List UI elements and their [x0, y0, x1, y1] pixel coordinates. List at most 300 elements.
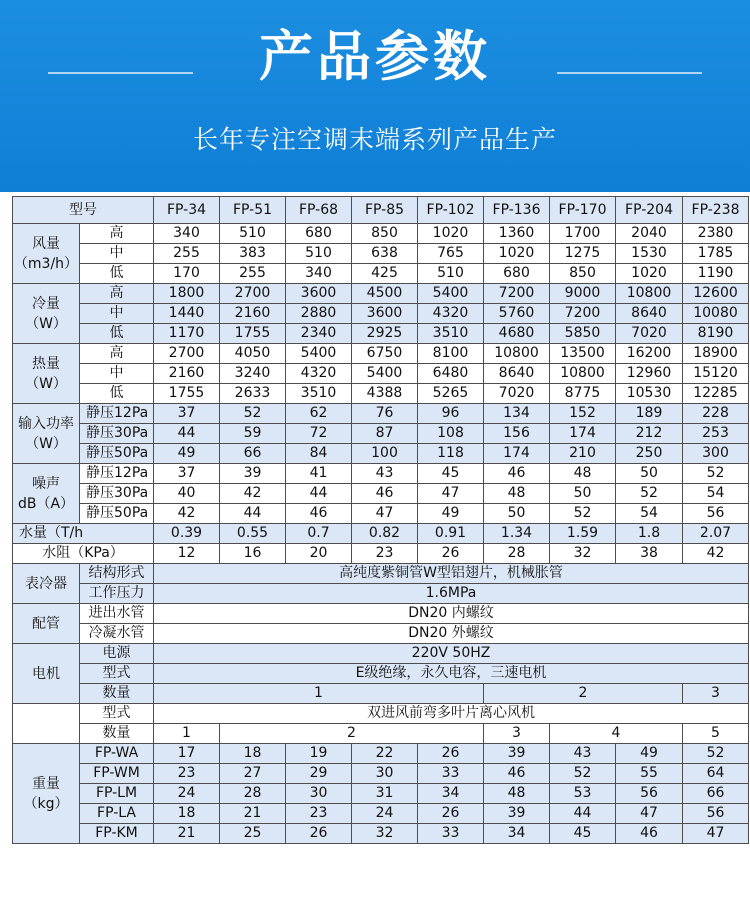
fan-group-label — [13, 704, 80, 744]
label-line: 重量 — [32, 775, 60, 792]
heating-value: 12285 — [683, 384, 749, 404]
cooling-value: 2880 — [286, 304, 352, 324]
heating-value: 6480 — [418, 364, 484, 384]
airflow-value: 1020 — [418, 224, 484, 244]
power-value: 250 — [616, 444, 683, 464]
weight-value: 53 — [550, 784, 616, 804]
airflow-value: 1785 — [683, 244, 749, 264]
table-row — [13, 684, 749, 704]
table-row — [13, 484, 749, 504]
heating-value: 2160 — [154, 364, 220, 384]
header-model: FP-136 — [484, 197, 550, 224]
power-value: 96 — [418, 404, 484, 424]
heating-value: 5400 — [286, 344, 352, 364]
label-line: 输入功率 — [18, 415, 74, 432]
power-value: 72 — [286, 424, 352, 444]
header-model: FP-51 — [220, 197, 286, 224]
noise-value: 47 — [352, 504, 418, 524]
motor-qty-label: 数量 — [80, 684, 154, 704]
airflow-value: 1275 — [550, 244, 616, 264]
table-row — [13, 344, 749, 364]
power-value: 300 — [683, 444, 749, 464]
water-flow-value: 0.91 — [418, 524, 484, 544]
table-row — [13, 804, 749, 824]
weight-value: 48 — [484, 784, 550, 804]
heating-value: 12960 — [616, 364, 683, 384]
power-value: 62 — [286, 404, 352, 424]
table-row — [13, 244, 749, 264]
table-row — [13, 284, 749, 304]
heating-value: 8100 — [418, 344, 484, 364]
table-row — [13, 784, 749, 804]
water-resistance-value: 32 — [550, 544, 616, 564]
cooling-value: 4680 — [484, 324, 550, 344]
airflow-value: 1190 — [683, 264, 749, 284]
label-line: dB（A） — [17, 495, 75, 512]
water-resistance-value: 16 — [220, 544, 286, 564]
weight-value: 21 — [154, 824, 220, 844]
power-sub-label: 静压30Pa — [80, 424, 154, 444]
noise-value: 40 — [154, 484, 220, 504]
piping-drain-value: DN20 外螺纹 — [154, 624, 749, 644]
power-value: 253 — [683, 424, 749, 444]
water-flow-value: 1.59 — [550, 524, 616, 544]
noise-value: 43 — [352, 464, 418, 484]
weight-value: 39 — [484, 804, 550, 824]
cooling-value: 3600 — [286, 284, 352, 304]
airflow-sub-label: 低 — [80, 264, 154, 284]
cooling-value: 7020 — [616, 324, 683, 344]
power-value: 52 — [220, 404, 286, 424]
table-row — [13, 604, 749, 624]
weight-value: 49 — [616, 744, 683, 764]
heating-value: 2700 — [154, 344, 220, 364]
power-value: 49 — [154, 444, 220, 464]
fan-qty-value: 2 — [220, 724, 484, 744]
coil-pressure-value: 1.6MPa — [154, 584, 749, 604]
cooling-value: 2700 — [220, 284, 286, 304]
coil-group-label: 表冷器 — [13, 564, 80, 604]
power-value: 210 — [550, 444, 616, 464]
weight-sub-label: FP-WM — [80, 764, 154, 784]
header-model: FP-102 — [418, 197, 484, 224]
water-resistance-value: 26 — [418, 544, 484, 564]
weight-value: 31 — [352, 784, 418, 804]
power-value: 134 — [484, 404, 550, 424]
table-row — [13, 544, 749, 564]
cooling-value: 1800 — [154, 284, 220, 304]
table-row — [13, 584, 749, 604]
weight-value: 45 — [550, 824, 616, 844]
power-value: 59 — [220, 424, 286, 444]
power-value: 100 — [352, 444, 418, 464]
table-row — [13, 324, 749, 344]
airflow-value: 383 — [220, 244, 286, 264]
heating-value: 15120 — [683, 364, 749, 384]
power-value: 152 — [550, 404, 616, 424]
power-value: 66 — [220, 444, 286, 464]
piping-drain-label: 冷凝水管 — [80, 624, 154, 644]
fan-qty-label: 数量 — [80, 724, 154, 744]
airflow-value: 2040 — [616, 224, 683, 244]
weight-value: 32 — [352, 824, 418, 844]
cooling-value: 10800 — [616, 284, 683, 304]
coil-structure-label: 结构形式 — [80, 564, 154, 584]
airflow-value: 680 — [484, 264, 550, 284]
weight-value: 55 — [616, 764, 683, 784]
table-row — [13, 824, 749, 844]
airflow-value: 850 — [550, 264, 616, 284]
power-value: 44 — [154, 424, 220, 444]
label-line: （W） — [25, 375, 67, 392]
table-row — [13, 264, 749, 284]
noise-value: 52 — [550, 504, 616, 524]
noise-sub-label: 静压30Pa — [80, 484, 154, 504]
header-model-label: 型号 — [13, 197, 154, 224]
weight-value: 46 — [484, 764, 550, 784]
coil-pressure-label: 工作压力 — [80, 584, 154, 604]
piping-inlet-label: 进出水管 — [80, 604, 154, 624]
page-header — [0, 0, 750, 192]
fan-qty-value: 5 — [683, 724, 749, 744]
piping-group-label: 配管 — [13, 604, 80, 644]
piping-inlet-value: DN20 内螺纹 — [154, 604, 749, 624]
motor-type-label: 型式 — [80, 664, 154, 684]
label-line: （W） — [25, 315, 67, 332]
water-flow-label: 水量（T/h — [13, 524, 154, 544]
airflow-value: 765 — [418, 244, 484, 264]
water-flow-value: 2.07 — [683, 524, 749, 544]
cooling-sub-label: 高 — [80, 284, 154, 304]
cooling-sub-label: 中 — [80, 304, 154, 324]
power-value: 174 — [550, 424, 616, 444]
heating-value: 4050 — [220, 344, 286, 364]
water-flow-value: 1.8 — [616, 524, 683, 544]
heating-value: 4320 — [286, 364, 352, 384]
heating-value: 8775 — [550, 384, 616, 404]
weight-value: 22 — [352, 744, 418, 764]
header-model: FP-204 — [616, 197, 683, 224]
title-divider-right — [557, 72, 702, 74]
cooling-value: 10080 — [683, 304, 749, 324]
weight-value: 66 — [683, 784, 749, 804]
water-flow-value: 0.82 — [352, 524, 418, 544]
weight-value: 33 — [418, 824, 484, 844]
noise-group-label — [13, 464, 80, 524]
weight-value: 29 — [286, 764, 352, 784]
table-row — [13, 464, 749, 484]
weight-sub-label: FP-LA — [80, 804, 154, 824]
cooling-value: 8190 — [683, 324, 749, 344]
spec-table — [12, 196, 749, 844]
weight-value: 33 — [418, 764, 484, 784]
weight-value: 34 — [418, 784, 484, 804]
table-row — [13, 744, 749, 764]
weight-sub-label: FP-KM — [80, 824, 154, 844]
heating-value: 8640 — [484, 364, 550, 384]
power-value: 37 — [154, 404, 220, 424]
heating-value: 3240 — [220, 364, 286, 384]
table-row — [13, 504, 749, 524]
fan-qty-value: 4 — [550, 724, 683, 744]
fan-qty-value: 1 — [154, 724, 220, 744]
table-row — [13, 224, 749, 244]
cooling-value: 7200 — [550, 304, 616, 324]
water-resistance-value: 23 — [352, 544, 418, 564]
table-row — [13, 644, 749, 664]
noise-value: 37 — [154, 464, 220, 484]
airflow-group-label — [13, 224, 80, 284]
weight-value: 17 — [154, 744, 220, 764]
motor-power-value: 220V 50HZ — [154, 644, 749, 664]
noise-value: 41 — [286, 464, 352, 484]
airflow-value: 510 — [418, 264, 484, 284]
heating-value: 5400 — [352, 364, 418, 384]
weight-value: 24 — [352, 804, 418, 824]
weight-value: 47 — [616, 804, 683, 824]
noise-value: 56 — [683, 504, 749, 524]
fan-type-label: 型式 — [80, 704, 154, 724]
heating-value: 5265 — [418, 384, 484, 404]
page-subtitle: 长年专注空调末端系列产品生产 — [192, 125, 557, 154]
table-row — [13, 524, 749, 544]
power-value: 212 — [616, 424, 683, 444]
cooling-value: 4500 — [352, 284, 418, 304]
cooling-value: 5400 — [418, 284, 484, 304]
weight-value: 24 — [154, 784, 220, 804]
cooling-value: 5760 — [484, 304, 550, 324]
heating-sub-label: 低 — [80, 384, 154, 404]
power-value: 228 — [683, 404, 749, 424]
weight-sub-label: FP-WA — [80, 744, 154, 764]
weight-value: 46 — [616, 824, 683, 844]
noise-sub-label: 静压12Pa — [80, 464, 154, 484]
airflow-value: 255 — [154, 244, 220, 264]
weight-value: 26 — [418, 804, 484, 824]
airflow-value: 638 — [352, 244, 418, 264]
label-line: 热量 — [32, 355, 60, 372]
noise-value: 54 — [616, 504, 683, 524]
motor-group-label: 电机 — [13, 644, 80, 704]
table-row — [13, 304, 749, 324]
airflow-value: 1020 — [616, 264, 683, 284]
airflow-sub-label: 中 — [80, 244, 154, 264]
heating-value: 10800 — [550, 364, 616, 384]
power-value: 87 — [352, 424, 418, 444]
weight-value: 64 — [683, 764, 749, 784]
table-row — [13, 197, 749, 224]
cooling-value: 1440 — [154, 304, 220, 324]
power-sub-label: 静压50Pa — [80, 444, 154, 464]
weight-value: 23 — [154, 764, 220, 784]
page-title: 产品参数 — [259, 25, 491, 88]
table-row — [13, 724, 749, 744]
power-value: 189 — [616, 404, 683, 424]
noise-value: 50 — [550, 484, 616, 504]
table-row — [13, 424, 749, 444]
airflow-value: 510 — [220, 224, 286, 244]
water-flow-value: 0.39 — [154, 524, 220, 544]
cooling-value: 2925 — [352, 324, 418, 344]
weight-sub-label: FP-LM — [80, 784, 154, 804]
noise-value: 45 — [418, 464, 484, 484]
power-sub-label: 静压12Pa — [80, 404, 154, 424]
table-row — [13, 764, 749, 784]
noise-value: 46 — [352, 484, 418, 504]
noise-value: 52 — [683, 464, 749, 484]
water-flow-value: 1.34 — [484, 524, 550, 544]
weight-value: 52 — [550, 764, 616, 784]
airflow-value: 425 — [352, 264, 418, 284]
weight-value: 27 — [220, 764, 286, 784]
heating-value: 3510 — [286, 384, 352, 404]
airflow-value: 510 — [286, 244, 352, 264]
airflow-value: 340 — [286, 264, 352, 284]
noise-value: 39 — [220, 464, 286, 484]
weight-value: 30 — [286, 784, 352, 804]
airflow-value: 1360 — [484, 224, 550, 244]
cooling-value: 8640 — [616, 304, 683, 324]
weight-value: 44 — [550, 804, 616, 824]
water-resistance-value: 38 — [616, 544, 683, 564]
airflow-value: 340 — [154, 224, 220, 244]
label-line: （m3/h） — [13, 255, 79, 272]
weight-value: 56 — [683, 804, 749, 824]
cooling-value: 3510 — [418, 324, 484, 344]
table-row — [13, 404, 749, 424]
label-line: （W） — [25, 435, 67, 452]
heating-value: 18900 — [683, 344, 749, 364]
noise-value: 44 — [220, 504, 286, 524]
noise-sub-label: 静压50Pa — [80, 504, 154, 524]
water-flow-value: 0.7 — [286, 524, 352, 544]
weight-value: 43 — [550, 744, 616, 764]
header-model: FP-170 — [550, 197, 616, 224]
label-line: （kg） — [23, 795, 69, 812]
cooling-value: 3600 — [352, 304, 418, 324]
airflow-value: 255 — [220, 264, 286, 284]
power-value: 156 — [484, 424, 550, 444]
weight-value: 56 — [616, 784, 683, 804]
airflow-value: 2380 — [683, 224, 749, 244]
airflow-value: 1530 — [616, 244, 683, 264]
weight-value: 39 — [484, 744, 550, 764]
header-model: FP-34 — [154, 197, 220, 224]
table-row — [13, 364, 749, 384]
table-row — [13, 444, 749, 464]
table-row — [13, 564, 749, 584]
heating-value: 10800 — [484, 344, 550, 364]
water-resistance-value: 42 — [683, 544, 749, 564]
label-line: 噪声 — [32, 475, 60, 492]
noise-value: 44 — [286, 484, 352, 504]
noise-value: 50 — [616, 464, 683, 484]
weight-value: 25 — [220, 824, 286, 844]
noise-value: 46 — [286, 504, 352, 524]
weight-value: 26 — [418, 744, 484, 764]
noise-value: 50 — [484, 504, 550, 524]
heating-value: 7020 — [484, 384, 550, 404]
weight-value: 47 — [683, 824, 749, 844]
heating-value: 2633 — [220, 384, 286, 404]
power-value: 76 — [352, 404, 418, 424]
cooling-value: 5850 — [550, 324, 616, 344]
header-model: FP-85 — [352, 197, 418, 224]
header-model: FP-238 — [683, 197, 749, 224]
weight-value: 23 — [286, 804, 352, 824]
motor-power-label: 电源 — [80, 644, 154, 664]
weight-value: 18 — [154, 804, 220, 824]
cooling-value: 1170 — [154, 324, 220, 344]
fan-qty-value: 3 — [484, 724, 550, 744]
motor-qty-value: 3 — [683, 684, 749, 704]
water-resistance-value: 12 — [154, 544, 220, 564]
spec-table-container — [12, 196, 748, 844]
heating-value: 16200 — [616, 344, 683, 364]
motor-type-value: E级绝缘，永久电容，三速电机 — [154, 664, 749, 684]
noise-value: 47 — [418, 484, 484, 504]
power-value: 174 — [484, 444, 550, 464]
power-group-label — [13, 404, 80, 464]
coil-structure-value: 高纯度紫铜管W型铝翅片，机械胀管 — [154, 564, 749, 584]
weight-value: 28 — [220, 784, 286, 804]
weight-value: 34 — [484, 824, 550, 844]
airflow-sub-label: 高 — [80, 224, 154, 244]
cooling-value: 2340 — [286, 324, 352, 344]
water-flow-value: 0.55 — [220, 524, 286, 544]
noise-value: 54 — [683, 484, 749, 504]
airflow-value: 850 — [352, 224, 418, 244]
cooling-value: 12600 — [683, 284, 749, 304]
table-row — [13, 664, 749, 684]
airflow-value: 1700 — [550, 224, 616, 244]
cooling-value: 4320 — [418, 304, 484, 324]
weight-group-label — [13, 744, 80, 844]
fan-type-value: 双进风前弯多叶片离心风机 — [154, 704, 749, 724]
cooling-value: 1755 — [220, 324, 286, 344]
noise-value: 42 — [154, 504, 220, 524]
power-value: 84 — [286, 444, 352, 464]
cooling-value: 7200 — [484, 284, 550, 304]
heating-value: 4388 — [352, 384, 418, 404]
cooling-value: 9000 — [550, 284, 616, 304]
power-value: 108 — [418, 424, 484, 444]
weight-value: 18 — [220, 744, 286, 764]
table-row — [13, 384, 749, 404]
heating-value: 1755 — [154, 384, 220, 404]
noise-value: 48 — [484, 484, 550, 504]
heating-group-label — [13, 344, 80, 404]
noise-value: 48 — [550, 464, 616, 484]
header-model: FP-68 — [286, 197, 352, 224]
heating-sub-label: 中 — [80, 364, 154, 384]
heating-value: 10530 — [616, 384, 683, 404]
weight-value: 19 — [286, 744, 352, 764]
airflow-value: 680 — [286, 224, 352, 244]
label-line: 冷量 — [32, 295, 60, 312]
cooling-sub-label: 低 — [80, 324, 154, 344]
motor-qty-value: 1 — [154, 684, 484, 704]
cooling-group-label — [13, 284, 80, 344]
heating-value: 13500 — [550, 344, 616, 364]
weight-value: 52 — [683, 744, 749, 764]
motor-qty-value: 2 — [484, 684, 683, 704]
label-line: 风量 — [32, 235, 60, 252]
noise-value: 42 — [220, 484, 286, 504]
table-row — [13, 704, 749, 724]
airflow-value: 170 — [154, 264, 220, 284]
water-resistance-value: 28 — [484, 544, 550, 564]
